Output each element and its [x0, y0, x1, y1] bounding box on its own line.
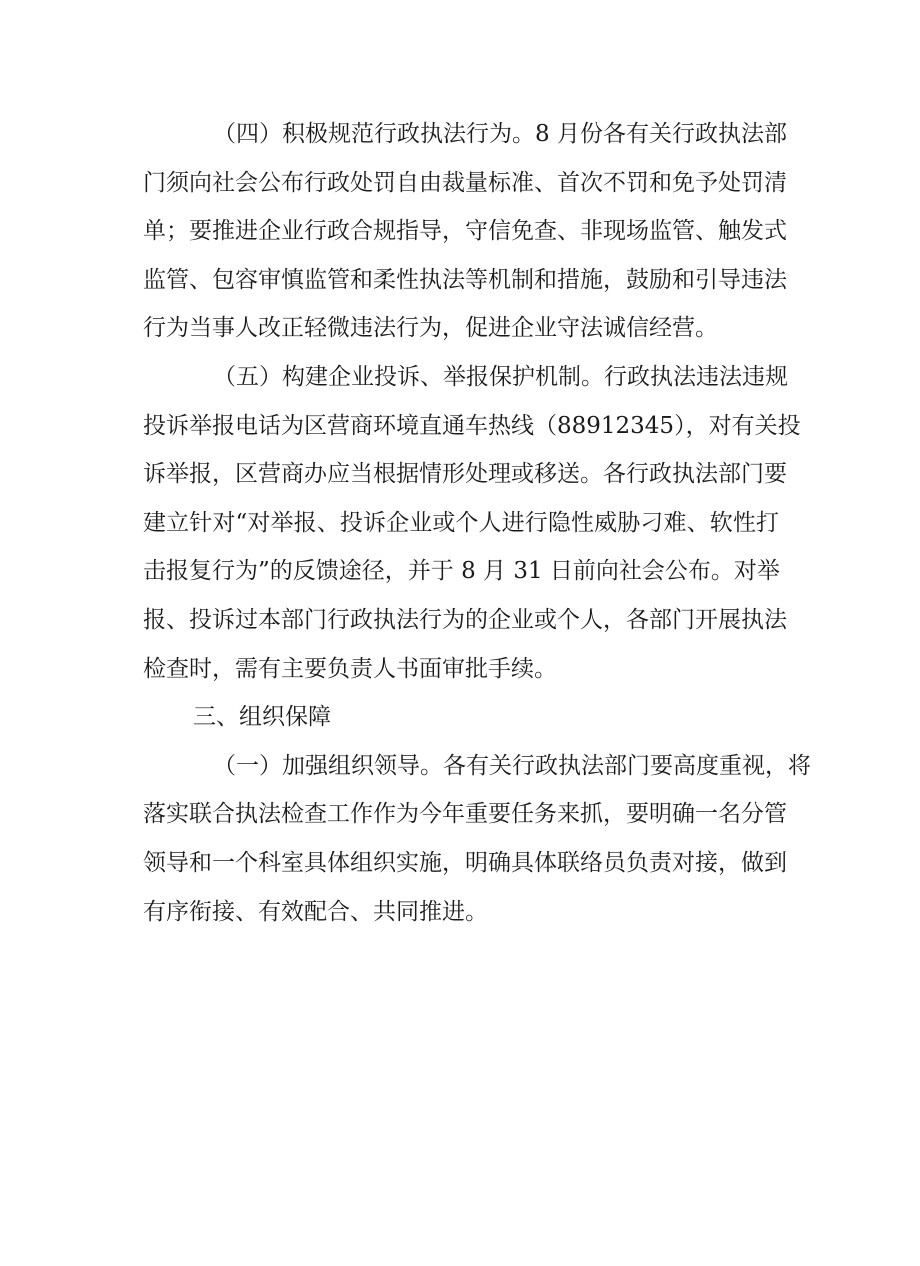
paragraph-3-1-line-4: 有序衔接、有效配合、共同推进。	[143, 898, 488, 925]
paragraph-5-line-5: 击报复行为”的反馈途径，并于 8 月 31 日前向社会公布。对举	[143, 558, 780, 585]
paragraph-4-line-1: （四）积极规范行政执法行为。8 月份各有关行政执法部	[213, 121, 787, 147]
paragraph-4-line-5: 行为当事人改正轻微违法行为，促进企业守法诚信经营。	[143, 315, 718, 342]
paragraph-5-line-1: （五）构建企业投诉、举报保护机制。行政执法违法违规	[213, 363, 788, 390]
paragraph-4-line-4: 监管、包容审慎监管和柔性执法等机制和措施，鼓励和引导违法	[143, 266, 787, 293]
paragraph-3-1-line-1: （一）加强组织领导。各有关行政执法部门要高度重视，将	[213, 752, 811, 779]
document-body	[143, 110, 811, 936]
paragraph-5-line-4: 建立针对“对举报、投诉企业或个人进行隐性威胁刁难、软性打	[143, 509, 779, 536]
section-heading: 三、组织保障	[193, 704, 331, 731]
paragraph-5-line-3: 诉举报，区营商办应当根据情形处理或移送。各行政执法部门要	[143, 461, 787, 488]
paragraph-3-1-line-3: 领导和一个科室具体组织实施，明确具体联络员负责对接，做到	[143, 849, 787, 876]
paragraph-3-1-line-2: 落实联合执法检查工作作为今年重要任务来抓，要明确一名分管	[143, 801, 787, 828]
paragraph-5-line-2: 投诉举报电话为区营商环境直通车热线（88912345），对有关投	[143, 412, 801, 439]
paragraph-4-line-3: 单；要推进企业行政合规指导，守信免查、非现场监管、触发式	[143, 218, 787, 245]
paragraph-4-line-2: 门须向社会公布行政处罚自由裁量标准、首次不罚和免予处罚清	[143, 169, 787, 196]
paragraph-5-line-6: 报、投诉过本部门行政执法行为的企业或个人，各部门开展执法	[143, 606, 787, 633]
paragraph-5-line-7: 检查时，需有主要负责人书面审批手续。	[143, 655, 557, 682]
